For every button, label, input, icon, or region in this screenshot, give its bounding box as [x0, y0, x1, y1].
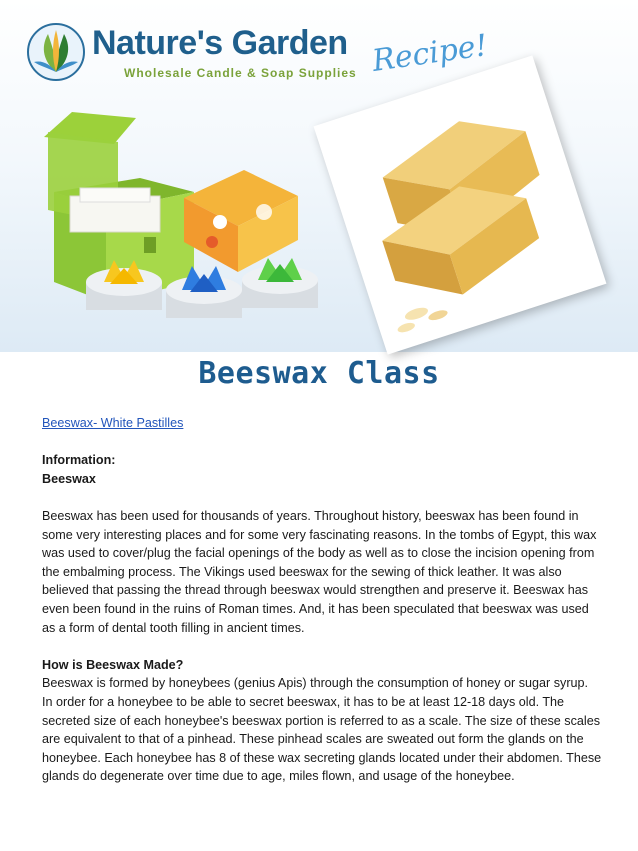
brand-tagline: Wholesale Candle & Soap Supplies: [124, 66, 357, 80]
beeswax-production-paragraph: Beeswax is formed by honeybees (genius Apis) through the consumption of honey or sugar syrup. In order for a honeybee to be able to secret beeswax, it has to be at least 12-18 days old. The secreted size of each honeybee's beeswax portion is referred to as a scale. The size of these scales are equivalent to that of a pinhead. These pinhead scales are sweated out form the glands on the honeybee. Each honeybee has 8 of these wax secreting glands located under their abdomen. These glands do degenerate over time due to age, miles flown, and usage of the honeybee.: [42, 676, 602, 784]
candle-products-illustration: [44, 92, 334, 342]
information-heading: Information:: [42, 453, 116, 468]
hero-banner: [0, 0, 638, 352]
history-paragraph: Beeswax has been used for thousands of years. Throughout history, beeswax has been found in some very interesting places and for some very fascinating reasons. In the tombs of Egypt, this wax was used to cover/plug the facial openings of the body as well as to close the incision opening from the embalming process. The Vikings used beeswax for the sewing of thick leather. It was also believed that passing the thread through beeswax would strengthen and preserve it. Beeswax has even been found in the ruins of Roman times. And, it has been speculated that beeswax was used as a form of dental tooth filling in ancient times.: [42, 508, 597, 635]
document-body: [42, 414, 602, 786]
leaf-emblem-icon: [26, 22, 86, 82]
beeswax-white-pastilles-link[interactable]: Beeswax- White Pastilles: [42, 416, 184, 430]
recipe-label: Recipe!: [370, 28, 490, 79]
page-title: Beeswax Class: [198, 356, 440, 391]
natures-garden-logo[interactable]: [26, 22, 490, 82]
beeswax-blocks-image: [326, 68, 594, 342]
how-is-beeswax-made-heading: How is Beeswax Made?: [42, 657, 184, 672]
beeswax-photo: [314, 55, 607, 354]
layered-soap-bar: [184, 170, 298, 272]
beeswax-subheading: Beeswax: [42, 471, 96, 486]
brand-name: Nature's Garden: [92, 24, 348, 62]
floating-candle-green: [242, 258, 318, 308]
